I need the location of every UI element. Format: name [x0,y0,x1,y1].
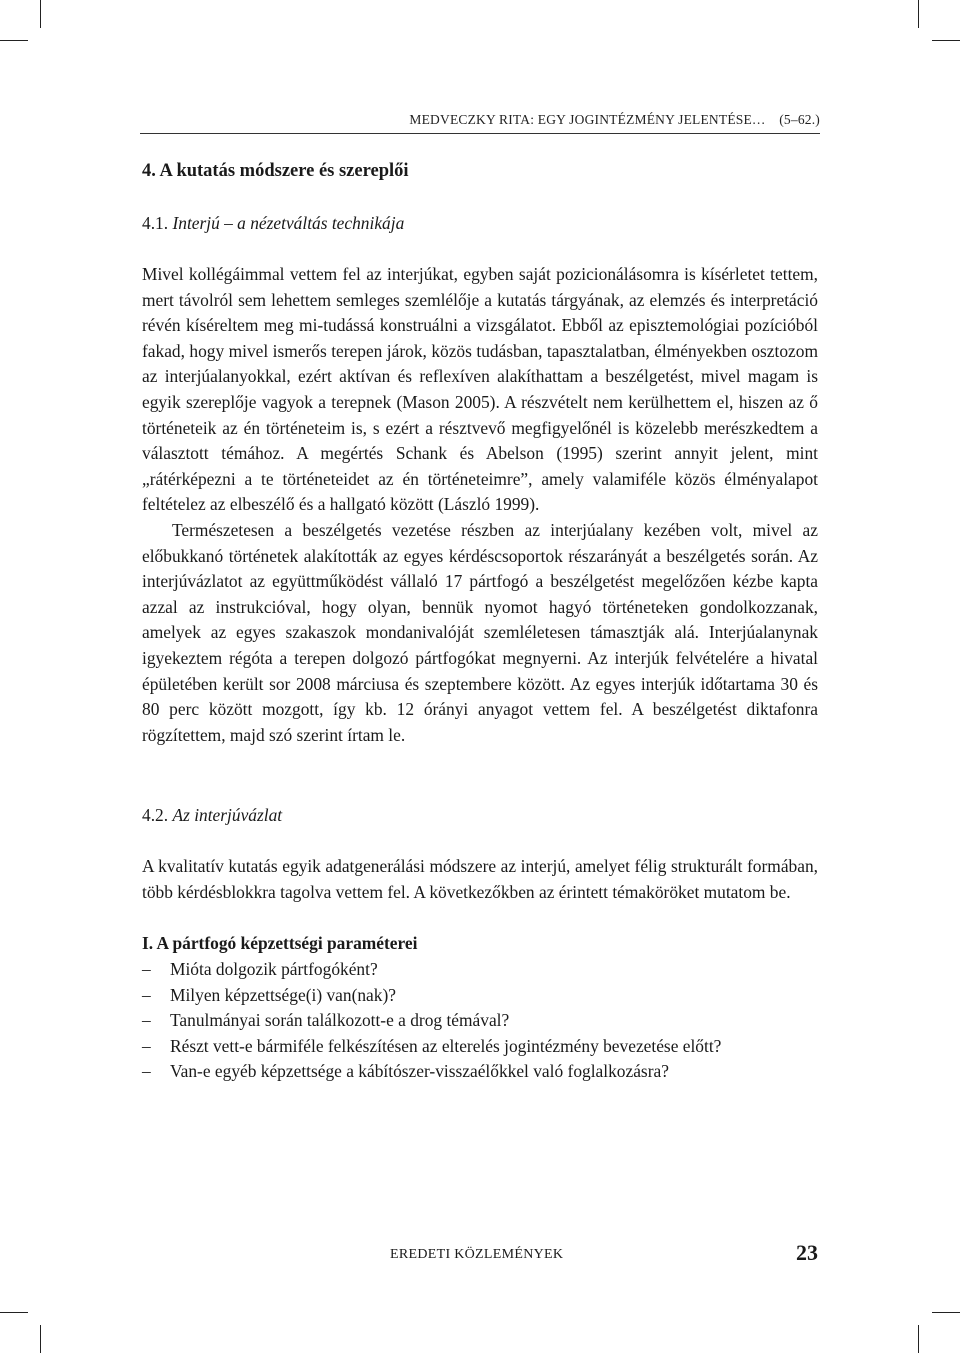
question-text: Milyen képzettsége(i) van(nak)? [170,984,396,1005]
crop-mark-bottom-right-horizontal [932,1312,960,1313]
subsection-title-4-1 [142,210,818,236]
crop-mark-bottom-left-horizontal [0,1312,28,1313]
dash-bullet: – [142,959,151,980]
crop-mark-bottom-left-vertical [40,1325,41,1353]
footer-label: EREDETI KÖZLEMÉNYEK [390,1247,564,1262]
dash-bullet: – [142,984,151,1005]
list-item [142,983,818,1009]
question-text: Tanulmányai során találkozott-e a drog témával? [170,1010,510,1031]
crop-mark-bottom-right-vertical [918,1325,919,1353]
subsection-number: 4.2. [142,805,169,826]
header-rule [140,133,820,134]
crop-mark-top-right-horizontal [932,40,960,41]
section-title: 4. A kutatás módszere és szereplői [142,161,409,181]
paragraph-3: A kvalitatív kutatás egyik adatgenerálási módszere az interjú, amelyet félig strukturált formában, több kérdésblokkra tagolva vettem fel. A következőkben az érintett témaköröket mutatom be. [142,856,818,902]
list-item [142,1059,818,1085]
running-head-pages: (5–62.) [779,112,820,127]
topic-title: I. A pártfogó képzettségi paraméterei [142,933,418,954]
question-list [142,957,818,1085]
page-body [142,152,818,1085]
crop-mark-top-left-horizontal [0,40,28,41]
subsection-title-4-2 [142,802,818,828]
question-text: Részt vett-e bármiféle felkészítésen az elterelés jogintézmény bevezetése előtt? [170,1035,722,1056]
crop-mark-top-left-vertical [40,0,41,28]
paragraph-1: Mivel kollégáimmal vettem fel az interjúkat, egyben saját pozicionálásomra is kísérletet tettem, mert távolról sem lehettem semleges szemlélője a kutatás tárgyának, az elemzés és interpretáció révén kíséreltem meg mi-tudássá konstruálni a vizsgálatot. Ebből az episztemológiai pozícióból fakad, hogy mivel ismerős terepen járok, közös tudásban, tapasztalatban, élményekben osztozom az interjúalanyokkal, ezért aktívan és reflexíven alakíthattam a beszélgetést, mivel magam is egyik szereplője vagyok a terepnek (Mason 2005). A részvételt nem kerülhettem el, hiszen az ő történeteik az én történeteim is, s ezért a résztvevő megfigyelőnél is közelebb merészkedtem a választott témához. A megértés Schank és Abelson (1995) szerint annyit jelent, mint „rátérképezni a te történeteidet az én történeteimre”, amely valamiféle közös élményalapot feltételez az elbeszélő és a hallgató között (László 1999). [142,264,818,515]
dash-bullet: – [142,1035,151,1056]
question-text: Mióta dolgozik pártfogóként? [170,959,378,980]
dash-bullet: – [142,1010,151,1031]
list-item [142,957,818,983]
subsection-text: Interjú – a nézetváltás technikája [172,213,405,233]
page-number: 23 [796,1240,818,1265]
crop-mark-top-right-vertical [918,0,919,28]
dash-bullet: – [142,1061,151,1082]
paragraph-2: Természetesen a beszélgetés vezetése részben az interjúalany kezében volt, mivel az előbukkanó történetek alakították az egyes kérdéscsoportok részarányát a beszélgetés során. Az interjúvázlatot az együttműködést vállaló 17 pártfogó a beszélgetést megelőzően kézbe kapta azzal az instrukcióval, hogy olyan, bennük nyomot hagyó történeteken gondolkozzanak, amelyek az egyes szakaszok mondanivalóját szemléletesen támasztják alá. Interjúalanynak igyekeztem régóta a terepen dolgozó pártfogókat megnyerni. Az interjúk felvételére a hivatal épületében került sor 2008 márciusa és szeptembere között. Az egyes interjúk időtartama 30 és 80 perc között mozgott, így kb. 12 órányi anyagot vettem fel. A beszélgetést diktafonra rögzítettem, majd szó szerint írtam le. [142,519,818,745]
running-head-title: MEDVECZKY RITA: EGY JOGINTÉZMÉNY JELENTÉSE… [409,112,766,127]
list-item [142,1034,818,1060]
running-head [140,112,820,128]
subsection-number: 4.1. [142,213,169,233]
subsection-text: Az interjúvázlat [172,805,283,826]
list-item [142,1008,818,1034]
question-text: Van-e egyéb képzettsége a kábítószer-visszaélőkkel való foglalkozásra? [170,1061,669,1082]
